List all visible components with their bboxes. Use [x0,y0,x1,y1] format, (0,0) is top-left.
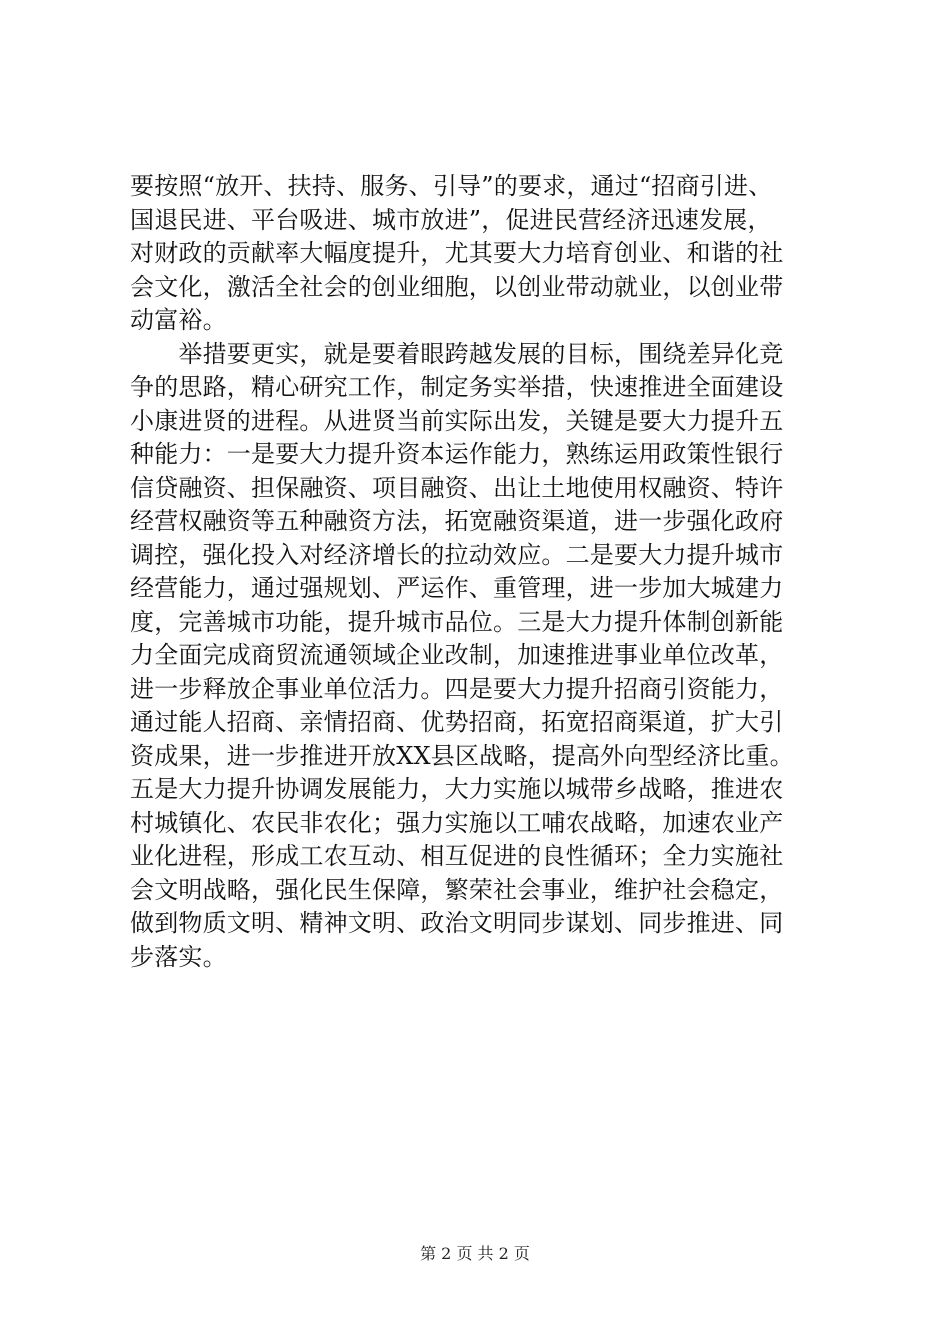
text-line: 资成果，进一步推进开放XX县区战略，提高外向型经济比重。 [130,741,794,770]
page-number-label: 第 2 页 共 2 页 [420,1244,530,1263]
text-line: 调控，强化投入对经济增长的拉动效应。二是要大力提升城市 [130,540,784,569]
body-text [130,170,830,974]
text-line: 争的思路，精心研究工作，制定务实举措，快速推进全面建设 [130,373,784,401]
text-line: 会文化，激活全社会的创业细胞，以创业带动就业，以创业带 [130,272,784,301]
text-line: 小康进贤的进程。从进贤当前实际出发，关键是要大力提升五 [130,406,784,435]
text-line: 对财政的贡献率大幅度提升，尤其要大力培育创业、和谐的社 [130,239,784,267]
text-line: 种能力：一是要大力提升资本运作能力，熟练运用政策性银行 [130,440,784,468]
text-line: 步落实。 [130,942,227,971]
text-line: 会文明战略，强化民生保障，繁荣社会事业，维护社会稳定， [130,875,784,904]
text-line: 动富裕。 [130,306,227,334]
text-line: 要按照“放开、扶持、服务、引导”的要求，通过“招商引进、 [130,172,773,200]
text-line: 国退民进、平台吸进、城市放进”，促进民营经济迅速发展， [130,205,772,234]
text-line: 信贷融资、担保融资、项目融资、出让土地使用权融资、特许 [130,473,784,502]
text-line: 业化进程，形成工农互动、相互促进的良性循环；全力实施社 [130,842,784,870]
text-line: 五是大力提升协调发展能力，大力实施以城带乡战略，推进农 [130,775,784,803]
text-line: 经营权融资等五种融资方法，拓宽融资渠道，进一步强化政府 [130,507,784,535]
text-line: 经营能力，通过强规划、严运作、重管理，进一步加大城建力 [130,574,784,602]
text-line: 村城镇化、农民非农化；强力实施以工哺农战略，加速农业产 [130,808,784,837]
text-line: 通过能人招商、亲情招商、优势招商，拓宽招商渠道，扩大引 [130,708,784,736]
text-line: 力全面完成商贸流通领域企业改制，加速推进事业单位改革， [130,641,784,669]
page-footer [0,1244,950,1264]
text-line: 做到物质文明、精神文明、政治文明同步谋划、同步推进、同 [130,909,784,937]
text-line: 进一步释放企事业单位活力。四是要大力提升招商引资能力， [130,674,784,703]
text-line: 度，完善城市功能，提升城市品位。三是大力提升体制创新能 [130,607,784,636]
text-line: 举措要更实，就是要着眼跨越发展的目标，围绕差异化竞 [130,339,784,368]
